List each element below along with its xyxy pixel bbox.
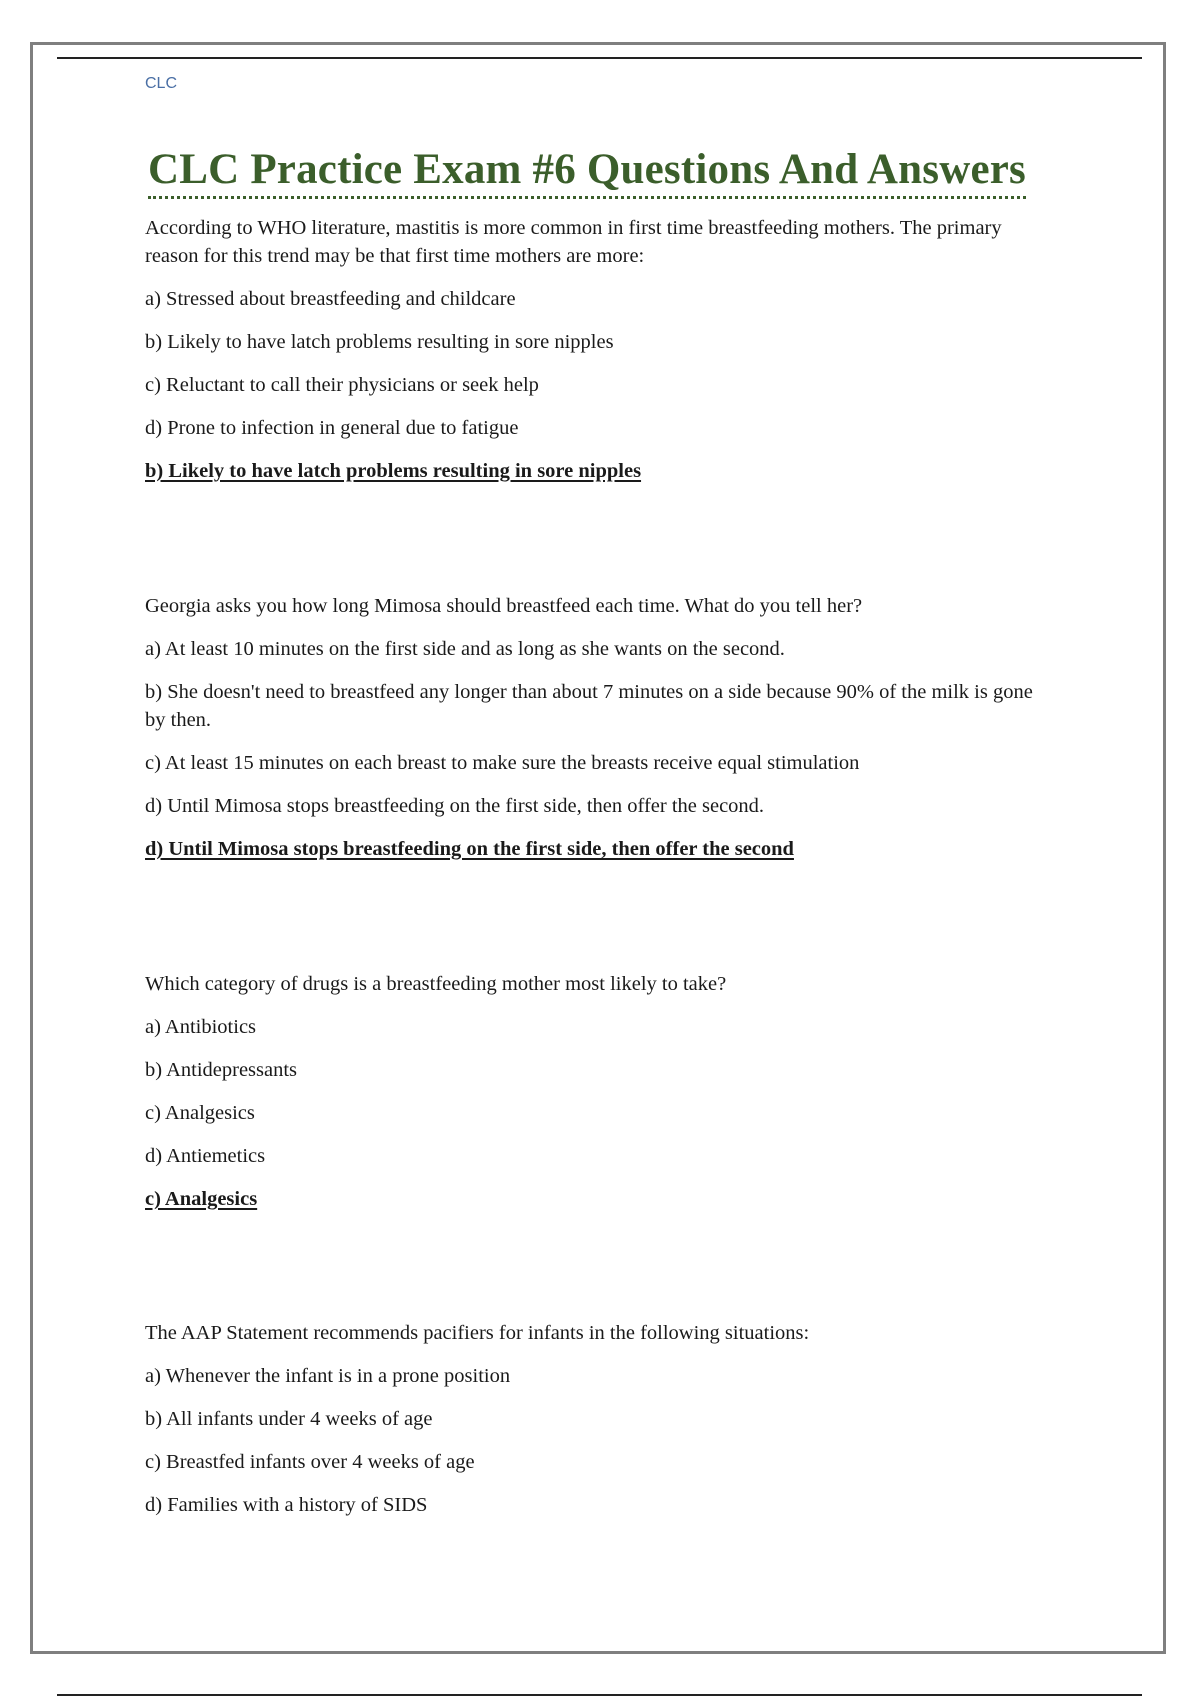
correct-answer: d) Until Mimosa stops breastfeeding on the first side, then offer the second: [145, 838, 794, 860]
answer-option: a) Whenever the infant is in a prone position: [145, 1365, 511, 1387]
question-block: [145, 1319, 809, 1534]
answer-option: b) Likely to have latch problems resulting in sore nipples: [145, 331, 614, 353]
answer-option: a) Stressed about breastfeeding and childcare: [145, 288, 516, 310]
header-label: CLC: [145, 75, 178, 92]
answer-option: b) All infants under 4 weeks of age: [145, 1408, 433, 1430]
answer-option: b) Antidepressants: [145, 1059, 298, 1081]
answer-option: c) Reluctant to call their physicians or seek help: [145, 374, 539, 396]
footer-rule: [57, 1694, 1142, 1696]
header-rule: [57, 57, 1142, 59]
answer-option: c) Analgesics: [145, 1102, 255, 1124]
question-block: [145, 970, 726, 1213]
answer-option: a) Antibiotics: [145, 1016, 257, 1038]
question-block: [145, 592, 1045, 863]
correct-answer: c) Analgesics: [145, 1188, 258, 1210]
answer-option: d) Families with a history of SIDS: [145, 1494, 428, 1516]
document-title: CLC Practice Exam #6 Questions And Answers: [148, 145, 1026, 199]
question-prompt: According to WHO literature, mastitis is more common in first time breastfeeding mothers. The primary reason for this trend may be that first time mothers are more:: [145, 217, 1002, 267]
answer-option: c) Breastfed infants over 4 weeks of age: [145, 1451, 475, 1473]
answer-option: b) She doesn't need to breastfeed any longer than about 7 minutes on a side because 90% of the milk is gone by then.: [145, 681, 1033, 731]
question-block: [145, 214, 1045, 485]
answer-option: a) At least 10 minutes on the first side and as long as she wants on the second.: [145, 638, 785, 660]
answer-option: d) Prone to infection in general due to fatigue: [145, 417, 519, 439]
question-prompt: Georgia asks you how long Mimosa should breastfeed each time. What do you tell her?: [145, 595, 863, 617]
question-prompt: Which category of drugs is a breastfeeding mother most likely to take?: [145, 973, 727, 995]
answer-option: d) Antiemetics: [145, 1145, 266, 1167]
answer-option: d) Until Mimosa stops breastfeeding on the first side, then offer the second.: [145, 795, 765, 817]
correct-answer: b) Likely to have latch problems resulting in sore nipples: [145, 460, 642, 482]
question-prompt: The AAP Statement recommends pacifiers for infants in the following situations:: [145, 1322, 810, 1344]
answer-option: c) At least 15 minutes on each breast to make sure the breasts receive equal stimulation: [145, 752, 860, 774]
